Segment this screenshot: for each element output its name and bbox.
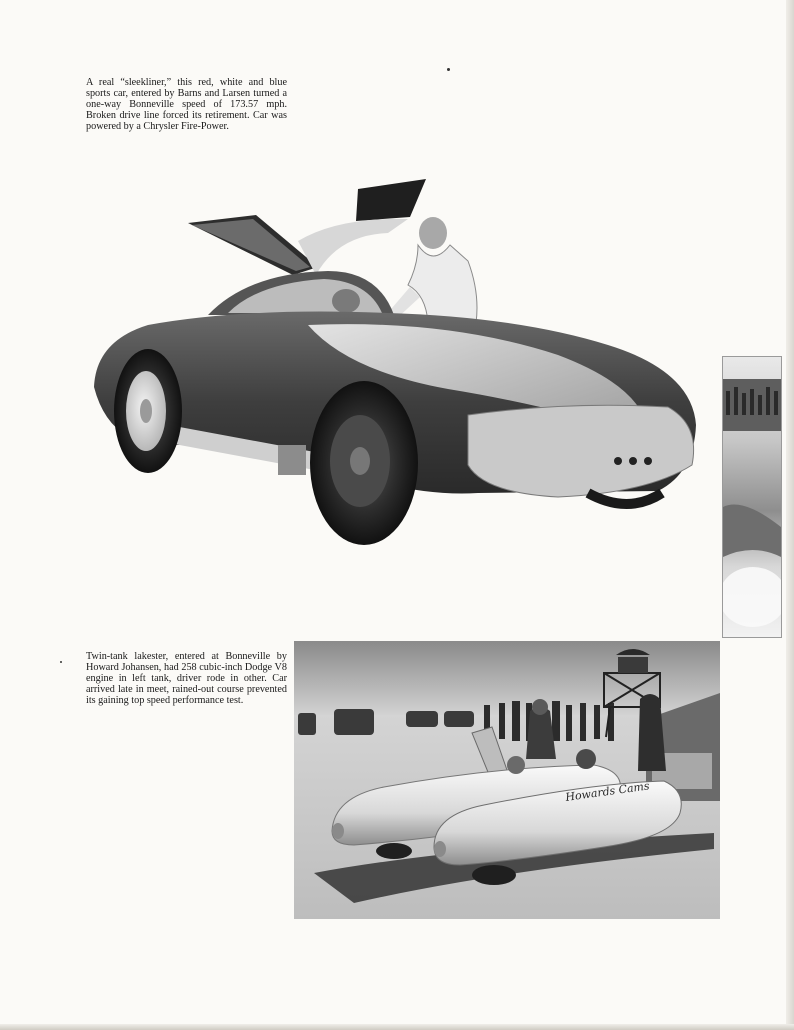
dust-speck (60, 661, 62, 663)
photo-sleekliner (88, 175, 700, 547)
caption-lakester: Twin-tank lakester, entered at Bonneville by Howard Johansen, had 258 cubic-inch Dodge V8 engine in left tank, driver rode in other. Car arrived late in meet, rained-out course prevented its gaining top speed performance test. (86, 651, 287, 706)
photo-lakester (294, 641, 720, 919)
photo-strip (722, 356, 782, 638)
dust-speck (447, 68, 450, 71)
caption-sleekliner: A real “sleekliner,” this red, white and blue sports car, entered by Barns and Larsen turned a one-way Bonneville speed of 173.57 mph. Broken drive line forced its retirement. Car was powered by a Chrysler Fire-Power. (86, 77, 287, 132)
page-edge (786, 0, 794, 1030)
page-edge-bottom (0, 1024, 794, 1030)
tank-lettering: Howards Cams (564, 779, 651, 804)
